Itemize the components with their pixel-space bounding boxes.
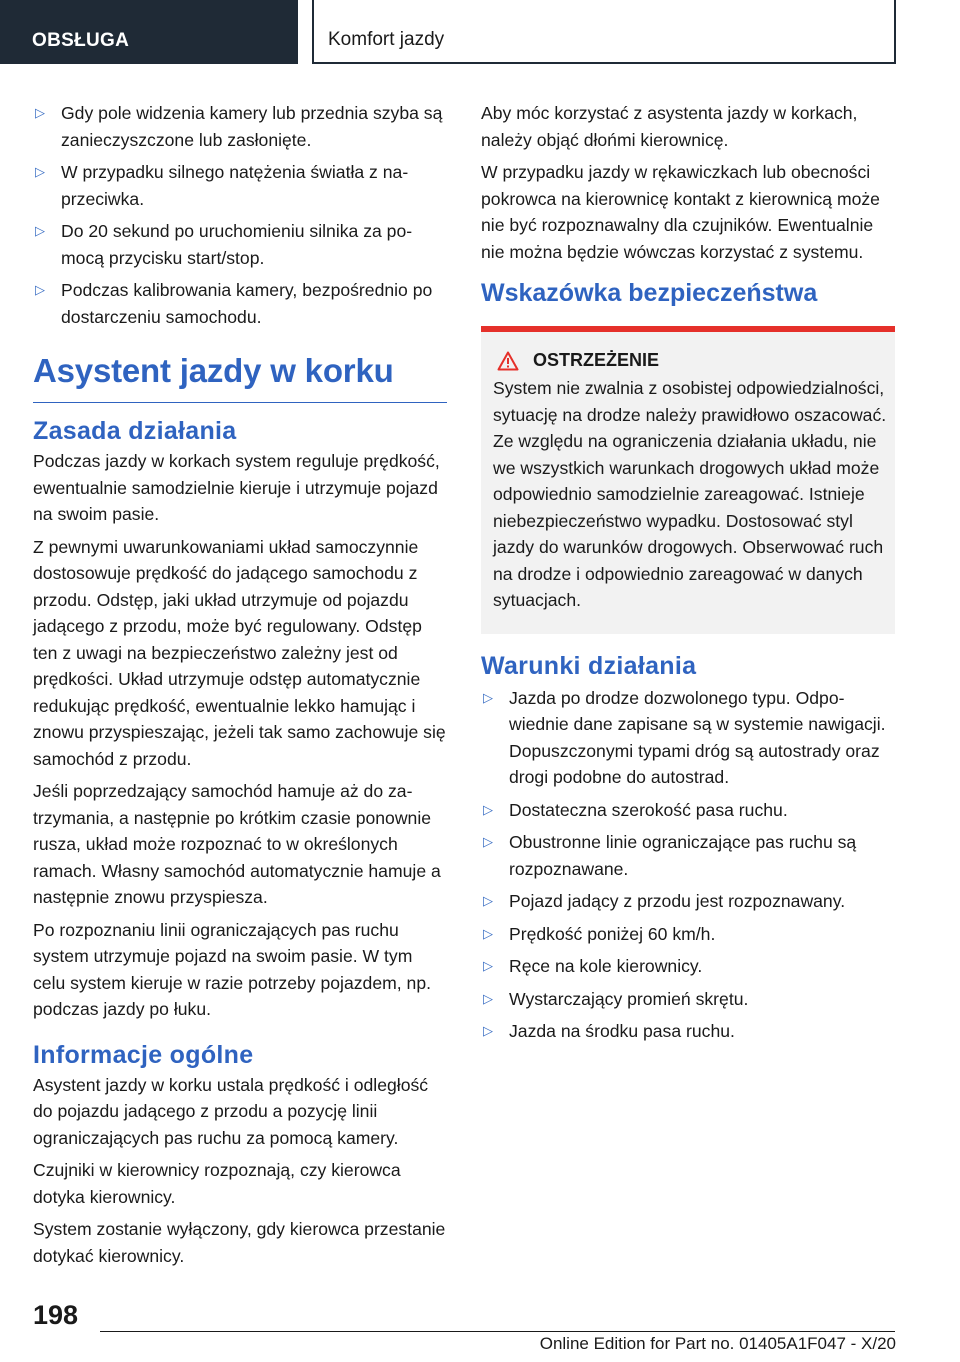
warning-text: System nie zwalnia z osobistej odpowiedzialności, sytuację na drodze należy prawidłowo oszacować. Ze względu na ograniczenia działania układu, nie we wszystkich warunkach drogowych układ może odpowiednio samodzielnie zareagować. Istnieje niebezpieczeństwo wypadku. Dostosować styl jazdy do warunków drogowych. Obserwować ruch na drodze i odpowiednio zareagować w danych sytuacjach. — [493, 378, 887, 610]
paragraph: Aby móc korzystać z asystenta jazdy w korkach, należy objąć dłońmi kierownicę. — [481, 103, 858, 150]
subsection-title-principle: Zasada działania — [33, 417, 237, 445]
section-title: Asystent jazdy w korku — [33, 352, 447, 403]
subsection-title-general: Informacje ogólne — [33, 1040, 254, 1069]
paragraph: Po rozpoznaniu linii ograniczających pas ruchu system utrzymuje pojazd na swoim pasie. W tym celu system kieruje w razie potrzeby pojazdem, np. podczas jazdy po łuku. — [33, 919, 431, 1019]
list-item: ▷ Jazda po drodze dozwolonego typu. Odpowiednie dane zapisane są w systemie nawigacji. Dopuszczonymi typami dróg są autostrady oraz drogi podobne do autostrad. — [481, 685, 895, 791]
limitations-list — [33, 100, 447, 330]
left-column — [33, 100, 447, 1275]
header-chapter-title: Komfort jazdy — [312, 0, 896, 64]
list-item: ▷ Ręce na kole kierownicy. — [481, 953, 895, 980]
list-item: ▷ Wystarczający promień skrętu. — [481, 986, 895, 1013]
paragraph: Jeśli poprzedzający samochód hamuje aż do zatrzymania, a następnie po krótkim czasie ponownie rusza, układ może rozpoznać to w określonych ramach. Własny samochód automatycznie hamuje a następnie znowu przyspiesza. — [33, 781, 441, 907]
right-column — [481, 100, 895, 1051]
triangle-bullet-icon: ▷ — [35, 282, 45, 297]
list-item: ▷ Dostateczna szerokość pasa ruchu. — [481, 797, 895, 824]
list-item: ▷ Gdy pole widzenia kamery lub przednia szyba są zanieczyszczone lub zasłonięte. — [33, 100, 447, 153]
footer-edition: Online Edition for Part no. 01405A1F047 - X/20 — [539, 1334, 896, 1353]
triangle-bullet-icon: ▷ — [483, 925, 493, 941]
triangle-bullet-icon: ▷ — [35, 164, 45, 179]
list-item: ▷ W przypadku silnego natężenia światła z naprzeciwka. — [33, 159, 447, 212]
list-item: ▷ Obustronne linie ograniczające pas ruchu są rozpoznawane. — [481, 829, 895, 882]
paragraph: W przypadku jazdy w rękawiczkach lub obecności pokrowca na kierownicę kontakt z kierownicą może nie być rozpoznawalny dla czujników. Ewentualnie nie można będzie wówczas korzystać z systemu. — [481, 162, 880, 262]
triangle-bullet-icon: ▷ — [35, 105, 45, 120]
page-number: 198 — [33, 1300, 79, 1330]
warning-label: OSTRZEŻENIE — [533, 350, 660, 370]
triangle-bullet-icon: ▷ — [483, 893, 493, 908]
paragraph: Z pewnymi uwarunkowaniami układ samoczynnie dostosowuje prędkość do jadącego samochodu z przodu. Odstęp, jaki układ utrzymuje od pojazdu jadącego z przodu, może być regulowany. Odstęp ten z uwagi na bezpieczeństwo zależny jest od prędkości. Układ utrzymuje odstęp automatycznie redukując prędkość, ewentualnie lekko hamując i znowu przyspieszając, jeżeli tak samo zachowuje się samochód z przodu. — [33, 536, 446, 769]
conditions-list — [481, 685, 895, 1045]
triangle-bullet-icon: ▷ — [35, 223, 45, 238]
header-section-label: OBSŁUGA — [0, 0, 298, 64]
triangle-bullet-icon: ▷ — [483, 689, 493, 705]
list-item: ▷ Pojazd jadący z przodu jest rozpoznawany. — [481, 888, 895, 915]
triangle-bullet-icon: ▷ — [483, 834, 493, 849]
subsection-title-conditions: Warunki działania — [481, 651, 697, 680]
list-item: ▷ Prędkość poniżej 60 km/h. — [481, 921, 895, 948]
warning-triangle-icon — [497, 351, 519, 371]
triangle-bullet-icon: ▷ — [483, 1023, 493, 1038]
warning-heading — [497, 350, 887, 371]
paragraph: Asystent jazdy w korku ustala prędkość i odległość do pojazdu jadącego z przodu a pozycję linii ograniczających pas ruchu za pomocą kamery. — [33, 1074, 429, 1148]
paragraph: System zostanie wyłączony, gdy kierowca przestanie dotykać kierownicy. — [33, 1219, 446, 1266]
list-item: ▷ Jazda na środku pasa ruchu. — [481, 1018, 895, 1045]
footer-divider — [100, 1331, 895, 1332]
paragraph: Czujniki w kierownicy rozpoznają, czy kierowca dotyka kierownicy. — [33, 1160, 401, 1207]
paragraph: Podczas jazdy w korkach system reguluje prędkość, ewentualnie samodzielnie kieruje i utrzymuje pojazd na swoim pasie. — [33, 451, 440, 524]
list-item: ▷ Do 20 sekund po uruchomieniu silnika za pomocą przycisku start/stop. — [33, 218, 447, 271]
page-header — [0, 0, 960, 66]
triangle-bullet-icon: ▷ — [483, 801, 493, 817]
warning-box — [481, 332, 895, 634]
triangle-bullet-icon: ▷ — [483, 990, 493, 1006]
list-item: ▷ Podczas kalibrowania kamery, bezpośrednio po dostarczeniu samochodu. — [33, 277, 447, 330]
safety-notice-title: Wskazówka bezpieczeństwa — [481, 279, 895, 332]
triangle-bullet-icon: ▷ — [483, 958, 493, 973]
